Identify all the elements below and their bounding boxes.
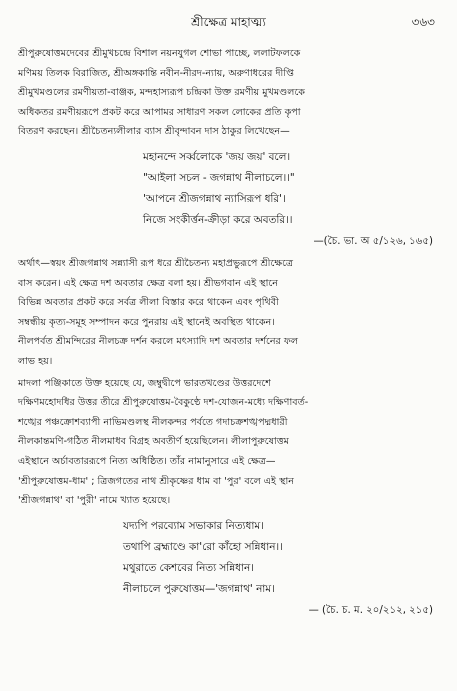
verse-block-1 [18, 147, 439, 252]
text-line: শ্রীপুরুষোত্তমদেবের শ্রীমুখচন্দ্রে বিশাল নয়নযুগল শোভা পাচ্ছে, ললাটফলকে [18, 48, 301, 59]
verse-line: যদ্যপি পরব্যোম সভাকার নিত্যধাম। [123, 519, 264, 532]
paragraph-2 [18, 254, 439, 372]
text-line: শঙ্খের পঞ্চক্রোশব্যাপী নাভিমণ্ডলস্থ নীলকন্দর পর্বতে গদাচক্রশঙ্খপদ্মধারী [18, 416, 288, 428]
verse-citation: — (চৈ. চ. ম. ২০/২১২, ২১৫) [308, 604, 433, 616]
verse-line: 'আপনে শ্রীজগন্নাথ ন্যাসিরূপ ধরি'। [143, 192, 286, 205]
verse-line: মথুরাতে কেশবের নিত্য সন্নিধান। [123, 561, 254, 574]
text-line: অর্থাৎ—স্বয়ং শ্রীজগন্নাথ সন্ন্যাসী রূপ ধরে শ্রীচৈতন্য মহাপ্রভুরূপে শ্রীক্ষেত্রে [18, 257, 294, 269]
verse-line: মহানন্দে সর্ব্বলোকে 'জয় জয়' বলে। [143, 150, 291, 163]
page-header [22, 12, 435, 32]
text-line: দক্ষিণমহোদধির উত্তর তীরে শ্রীপুরুষোত্তম-বৈকুণ্ঠে দশ-যোজন-মধ্যে দক্ষিণাবর্ত- [18, 397, 309, 409]
verse-line: তথাপি ব্রহ্মাণ্ডে কা'রো কাঁহো সন্নিধান।। [123, 540, 283, 553]
text-line: সম্বন্ধীয় কৃত্য-সমূহ সম্পাদন করে পুনরায় এই স্থানেই অবস্থিত থাকেন। [18, 316, 275, 328]
text-line: মণিময় তিলক বিরাজিত, শ্রীঅঙ্গকান্তি নবীন-নীরদ-ন্যায়, অরুণাধরের দীপ্তি [18, 67, 294, 79]
text-line: মাদলা পঞ্জিকাতে উক্ত হয়েছে যে, জম্বুদ্বীপে ভারতখণ্ডের উত্তরদেশে [18, 377, 271, 389]
text-line: 'শ্রীজগন্নাথ' বা 'পুরী' নামে খ্যাত হয়েছে। [18, 495, 171, 507]
verse-line: নীলাচলে পুরুষোত্তম—'জগন্নাথ' নাম। [123, 582, 275, 595]
page-body [18, 44, 439, 621]
text-line: অধিকতর রমণীয়রূপে প্রকট করে আপামর সাধারণ সকল লোকের প্রতি কৃপা [18, 106, 301, 118]
text-line: এইস্থানে অর্চাবতাররূপে নিত্য অধিষ্ঠিত। তাঁর নামানুসারে এই ক্ষেত্র— [18, 455, 276, 467]
text-line: নীলপর্বত শ্রীমন্দিরের নীলচক্র দর্শন করলে মৎস্যাদি দশ অবতার দর্শনের ফল [18, 336, 299, 348]
verse-line: "আইলা সচল - জগন্নাথ নীলাচলে।।" [143, 171, 295, 184]
text-line: বিতরণ করছেন। শ্রীচৈতন্যলীলার ব্যাস শ্রীবৃন্দাবন দাস ঠাকুর লিখেছেন— [18, 126, 290, 138]
text-line: বিভিন্ন অবতার প্রকট করে সর্বত্র লীলা বিস্তার করে থাকেন এবং পৃথিবী [18, 297, 279, 309]
verse-block-2 [18, 516, 439, 621]
page-number: ৩৬৩ [411, 15, 435, 29]
running-title: শ্রীক্ষেত্র মাহাত্ম্য [191, 15, 266, 29]
paragraph-3 [18, 374, 439, 511]
paragraph-1 [18, 44, 439, 142]
verse-citation: —(চৈ. ভা. অ ৫/১২৬, ১৬৫) [313, 235, 433, 247]
text-line: নীলকান্তমণি-গঠিত নীলমাধব বিগ্রহ অবতীর্ণ হয়েছিলেন। লীলাপুরুষোত্তম [18, 436, 289, 448]
text-line: লাভ হয়। [18, 355, 53, 367]
verse-line: নিজে সংকীর্ত্তন-ক্রীড়া করে অবতরি।। [143, 213, 293, 226]
text-line: বাস করেন। এই ক্ষেত্র দশ অবতার ক্ষেত্র বলা হয়। শ্রীভগবান এই স্থানে [18, 277, 279, 289]
text-line: শ্রীমুখমণ্ডলের রমণীয়তা-বাঞ্জক, মন্দহাস্যরূপ চন্দ্রিকা উক্ত রমণীয় মুখমণ্ডলকে [18, 87, 306, 99]
text-line: 'শ্রীপুরুষোত্তম-ধাম' ; ত্রিজগতের নাথ শ্রীকৃষ্ণের ধাম বা 'পুর' বলে এই স্থান [18, 475, 294, 487]
